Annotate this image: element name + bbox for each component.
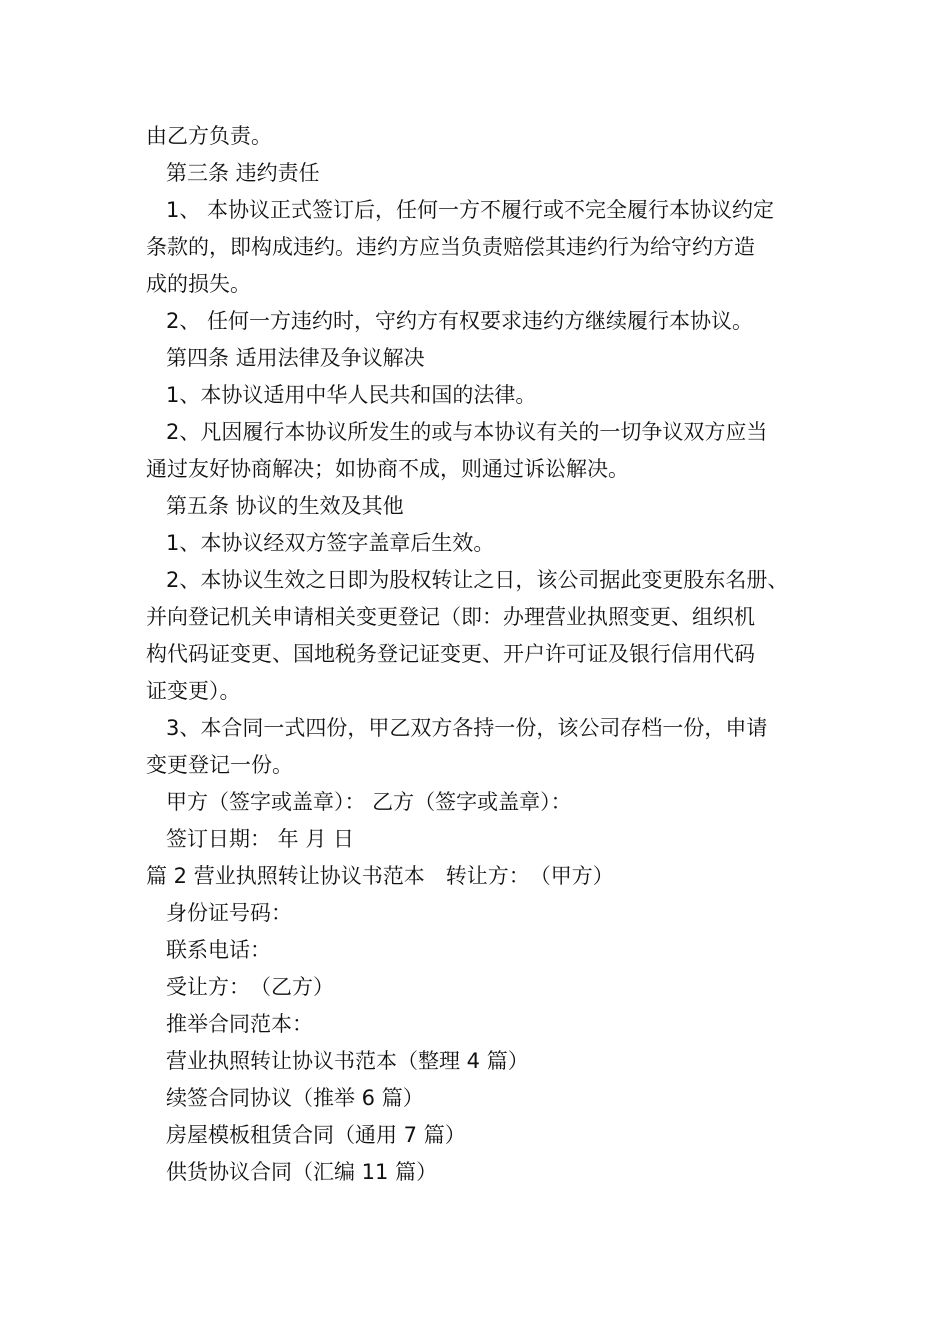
- text-line: 2、本协议生效之日即为股权转让之日，该公司据此变更股东名册、: [166, 568, 789, 592]
- text-line: 证变更）。: [146, 679, 241, 703]
- text-line: 变更登记一份。: [146, 753, 293, 777]
- text-line: 第四条 适用法律及争议解决: [166, 346, 425, 370]
- text-line: 3、本合同一式四份，甲乙双方各持一份，该公司存档一份，申请: [166, 716, 768, 740]
- text-line: 推举合同范本：: [166, 1012, 313, 1036]
- text-line: 供货协议合同（汇编 11 篇）: [166, 1160, 438, 1184]
- text-line: 2、 任何一方违约时，守约方有权要求违约方继续履行本协议。: [166, 309, 754, 333]
- text-line: 身份证号码：: [166, 901, 292, 925]
- text-line: 第三条 违约责任: [166, 161, 320, 185]
- text-line: 甲方（签字或盖章）： 乙方（签字或盖章）：: [166, 790, 572, 814]
- text-line: 成的损失。: [146, 272, 251, 296]
- text-line: 1、本协议适用中华人民共和国的法律。: [166, 383, 537, 407]
- document-body: [146, 118, 836, 1191]
- text-line: 1、 本协议正式签订后，任何一方不履行或不完全履行本协议约定: [166, 198, 775, 222]
- text-line: 1、本协议经双方签字盖章后生效。: [166, 531, 495, 555]
- text-line: 房屋模板租赁合同（通用 7 篇）: [166, 1123, 466, 1147]
- text-line: 联系电话：: [166, 938, 271, 962]
- text-line: 通过友好协商解决；如协商不成，则通过诉讼解决。: [146, 457, 629, 481]
- text-line: 并向登记机关申请相关变更登记（即：办理营业执照变更、组织机: [146, 605, 755, 629]
- text-line: 第五条 协议的生效及其他: [166, 494, 404, 518]
- text-line: 条款的，即构成违约。违约方应当负责赔偿其违约行为给守约方造: [146, 235, 755, 259]
- text-line: 签订日期： 年 月 日: [166, 827, 355, 851]
- text-line: 受让方： （乙方）: [166, 975, 334, 999]
- text-line: 续签合同协议（推举 6 篇）: [166, 1086, 424, 1110]
- text-line: 构代码证变更、国地税务登记证变更、开户许可证及银行信用代码: [146, 642, 755, 666]
- text-line: 由乙方负责。: [146, 124, 272, 148]
- text-line: 篇 2 营业执照转让协议书范本 转让方： （甲方）: [146, 864, 614, 888]
- text-line: 2、凡因履行本协议所发生的或与本协议有关的一切争议双方应当: [166, 420, 768, 444]
- text-line: 营业执照转让协议书范本（整理 4 篇）: [166, 1049, 529, 1073]
